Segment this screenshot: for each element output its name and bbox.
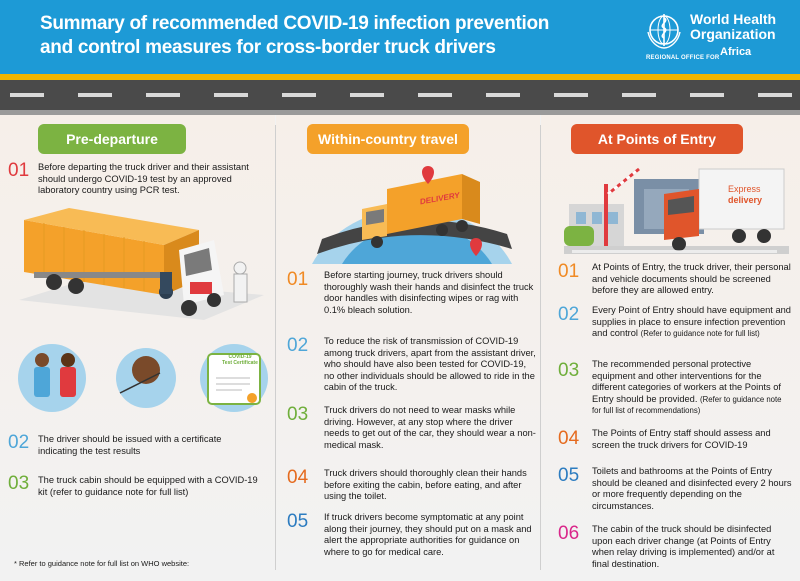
who-name-line-2: Organization: [690, 26, 776, 42]
who-name-line-1: World Health: [690, 11, 777, 27]
pre-departure-heading: Pre-departure: [38, 124, 186, 154]
item-text: The Points of Entry staff should assess and screen the truck drivers for COVID-19: [592, 428, 771, 450]
road-dash: [214, 93, 248, 97]
item-main-text: The recommended personal protective equipment and other interventions for the different categories of workers at the Points of Entry should be provided.: [592, 359, 781, 404]
item-text: If truck drivers become symptomatic at any point along their journey, they should put on a mask and alert the appropriate authorities for guidance on where to go for medical care.: [324, 512, 532, 557]
who-region-name: Africa: [720, 46, 752, 58]
who-region-label: REGIONAL OFFICE FOR: [646, 55, 720, 61]
item-number: 06: [558, 523, 580, 544]
express-delivery-label: [728, 184, 788, 206]
item-text: Truck drivers do not need to wear masks while driving. However, at any stop where the driver needs to get out of the car, they should wear a non-medical mask.: [324, 405, 536, 450]
item-number: 03: [287, 404, 309, 425]
page-title: [40, 12, 560, 60]
who-emblem-icon: [644, 10, 684, 50]
road-dash: [418, 93, 452, 97]
border-checkpoint-illustration: [564, 164, 789, 254]
road-dash: [10, 93, 44, 97]
item-text: The cabin of the truck should be disinfected upon each driver change (at Points of Entry when relay driving is implemented) and/or at final destination.: [592, 524, 775, 569]
item-number: 05: [287, 511, 309, 532]
road-edge-yellow: [0, 74, 800, 80]
road-dash: [350, 93, 384, 97]
item-text: To reduce the risk of transmission of COVID-19 among truck drivers, apart from the assistant driver, who should have also been tested for COVID-19, no other individuals should be allowed to ride in the cabin of the truck.: [324, 336, 536, 393]
testing-illustration: [10, 338, 270, 418]
certificate-label: [218, 354, 262, 366]
item-number: 01: [287, 269, 309, 290]
item-number: 02: [8, 432, 30, 453]
who-name: [690, 12, 776, 42]
item-text: Truck drivers should thoroughly clean their hands before exiting the cabin, before eating, and after using the toilet.: [324, 468, 527, 502]
item-number: 03: [558, 360, 580, 381]
item-text: [592, 305, 792, 340]
road-dash: [486, 93, 520, 97]
item-note: (Refer to guidance note for full list): [640, 329, 760, 339]
points-of-entry-heading: At Points of Entry: [571, 124, 743, 154]
item-number: 02: [287, 335, 309, 356]
item-text: The driver should be issued with a certificate indicating the test results: [38, 434, 222, 456]
container-truck-illustration: [14, 200, 264, 330]
item-number: 03: [8, 473, 30, 494]
item-number: 04: [558, 428, 580, 449]
column-divider: [540, 125, 541, 570]
road-dash: [282, 93, 316, 97]
item-text: At Points of Entry, the truck driver, their personal and vehicle documents should be screened before they are allowed entry.: [592, 262, 791, 296]
road-dash: [758, 93, 792, 97]
column-divider: [275, 125, 276, 570]
footnote: * Refer to guidance note for full list on WHO website:: [14, 559, 190, 568]
road-band: [0, 74, 800, 114]
item-text: Toilets and bathrooms at the Points of Entry should be cleaned and disinfected every 2 hours or more frequently depending on the circumstances.: [592, 466, 792, 511]
road-dash: [554, 93, 588, 97]
delivery-truck-globe-illustration: [302, 164, 522, 264]
road-dash: [690, 93, 724, 97]
item-note: (Refer to guidance note for full list of recommendations): [592, 394, 782, 416]
express-delivery-line-1: Express: [728, 184, 761, 194]
item-number: 02: [558, 304, 580, 325]
page-title-line-1: Summary of recommended COVID-19 infection prevention: [40, 13, 550, 34]
road-dash: [146, 93, 180, 97]
item-text: Before departing the truck driver and their assistant should undergo COVID-19 test by an approved laboratory country using PCR test.: [38, 162, 249, 196]
item-text: Before starting journey, truck drivers should thoroughly wash their hands and disinfect the truck door handles with disinfecting wipes or rag with 0.1% bleach solution.: [324, 270, 534, 315]
item-number: 05: [558, 465, 580, 486]
item-number: 04: [287, 467, 309, 488]
page-title-line-2: and control measures for cross-border truck drivers: [40, 37, 496, 58]
item-number: 01: [8, 160, 30, 181]
road-dash: [78, 93, 112, 97]
within-country-heading: Within-country travel: [307, 124, 469, 154]
truck-delivery-label: DELIVERY: [420, 190, 460, 207]
certificate-label-line-2: Test Certificate: [222, 360, 258, 366]
road-dash: [622, 93, 656, 97]
item-number: 01: [558, 261, 580, 282]
express-delivery-line-2: delivery: [728, 195, 763, 205]
item-main-text: Every Point of Entry should have equipment and supplies in place to ensure infection prevention and control: [592, 305, 791, 339]
item-text: [592, 359, 792, 417]
item-text: The truck cabin should be equipped with a COVID-19 kit (refer to guidance note for full list): [38, 475, 258, 497]
certificate-label-line-1: COVID-19: [228, 354, 252, 360]
